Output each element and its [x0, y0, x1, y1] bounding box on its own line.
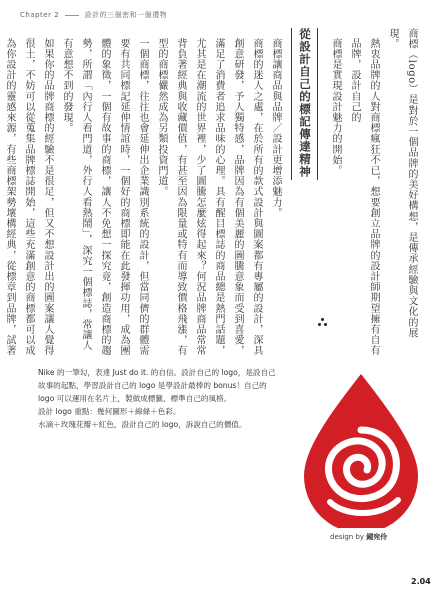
- vertical-body-text: [0, 28, 421, 356]
- running-header: [20, 10, 167, 20]
- caption-line-4: 設計 logo 重點：幾何圖形＋線條＋色彩。: [38, 407, 181, 416]
- water-drop-rose-logo-icon: [294, 366, 428, 528]
- credit-prefix: design by: [330, 533, 365, 541]
- section-title: 從設計自己的標記傳達精神: [291, 28, 318, 180]
- body-paragraph-1: 商標讓商品與品牌／設計更增添魅力。: [270, 38, 281, 219]
- intro-line-1: 商標（logo）是對於一個品牌的美好構想，是傳承經驗與文化的展現。: [387, 28, 417, 339]
- design-credit: [330, 532, 387, 542]
- body-paragraph-3: 一個商標，往往也會延伸出企業識別系統的設計，但當同儕的群體需要有共同標記延伸情誼時，一個好的商標即能在此發揮功用，成為團體的象徵，一個有故事的商標，讓人不免想一探究竟，創造商標的趨勢，所謂「內行人看門道，外行人看熱鬧」，深究一個標誌，常讓人有意想不到的發現。: [61, 38, 148, 356]
- caption-line-2: 故事的起點，學習設計自己的 logo 是學設計最棒的 bonus！自己的: [38, 381, 267, 390]
- page-number: 2.04: [411, 577, 431, 586]
- body-paragraph-4: 如果你的品牌商標的經驗不是很足，但又不想設計出的圖案讓人覺得很土，不妨可以從蒐集品牌標誌開始，這些充滿創意的商標都可以成為你設計的靈感來源，有些商標架勢壞構經典，從標章到品牌，試著: [4, 38, 53, 356]
- chapter-title: 設計的三個密和一個禮物: [84, 11, 168, 19]
- intro-line-2: 熱衷品牌的人對商標瘋狂不已，想要創立品牌的設計師期望擁有自有品牌，設計自己的: [349, 38, 379, 356]
- figure-caption: [38, 366, 278, 431]
- credit-name: 鍾宛伶: [366, 533, 388, 541]
- caption-line-1: Nike 的一筆勾，表達 Just do it. 的自信。設計自己的 logo，是設自己: [38, 368, 276, 377]
- caption-line-5: 水滴＋玫瑰花瓣＋紅色，設計自己的 logo，訴說自己的價值。: [38, 420, 247, 429]
- caption-line-3: logo 可以運用在名片上，製做成標籤、標準自己的風格。: [38, 394, 232, 403]
- intro-line-3: 商標是實現設計魅力的開始。: [330, 38, 341, 176]
- body-paragraph-2: 商標的迷人之處，在於所有的款式設計與圖案都有專屬的設計，深具創意研發，予人獨特感，品牌因為有個美麗的圖騰意象而受到喜愛，滿足了消費者追求品味的心理。具有醒目標誌的商品總是熱門話題，尤其是在潮流的世界裡，少了圖騰怎麼炫得起來？何況品牌商品常常背負著經典與收藏價值，有甚至因為限量或特有而導致價格飛漲，有型的商標儼然成為另類投資門道。: [156, 38, 262, 356]
- dots-icon: [318, 318, 327, 327]
- chapter-label: Chapter 2: [20, 11, 60, 19]
- header-divider: [65, 15, 79, 16]
